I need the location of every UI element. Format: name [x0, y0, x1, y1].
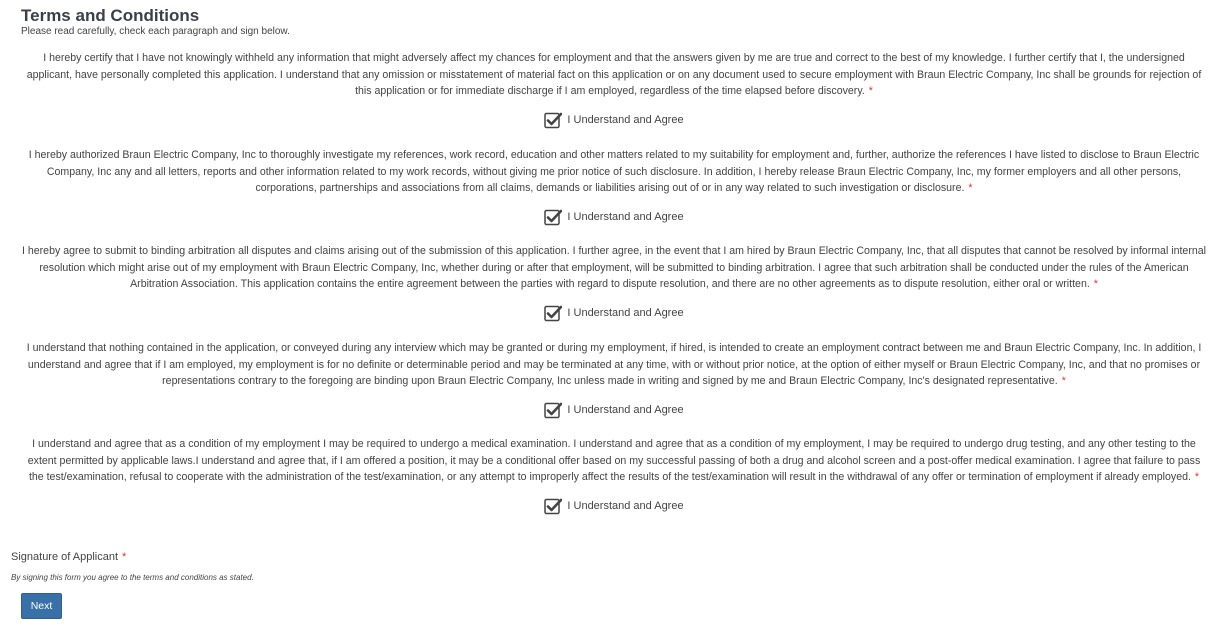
agree-row — [20, 400, 1208, 420]
header — [21, 6, 290, 38]
agree-row — [20, 496, 1208, 516]
next-button[interactable]: Next — [21, 593, 62, 619]
term-text: I hereby agree to submit to binding arbitration all disputes and claims arising out of the submission of this application. I further agree, in the event that I am hired by Braun Electric Company, Inc, that all disputes that cannot be resolved by informal internal resolution which might arise out of my employment with Braun Electric Company, Inc, whether during or after that employment, will be submitted to binding arbitration. I agree that such arbitration shall be conducted under the rules of the American Arbitration Association. This application contains the entire agreement between the parties with regard to dispute resolution, and there are no other agreements as to dispute resolution, either oral or written. — [21, 245, 1206, 291]
term-text: I hereby certify that I have not knowingly withheld any information that might adversely affect my chances for employment and that the answers given by me are true and correct to the best of my knowledge. I further certify that I, the undersigned applicant, have personally completed this application. I understand that any omission or misstatement of material fact on this application or on any document used to secure employment with Braun Electric Company, Inc shall be grounds for rejection of this application or for immediate discharge if I am employed, regardless of the time elapsed before discovery. — [26, 52, 1202, 98]
term-paragraph-5 — [20, 436, 1208, 516]
agree-row — [20, 110, 1208, 130]
checked-checkbox-icon[interactable] — [544, 401, 562, 419]
term-paragraph-1 — [20, 50, 1208, 130]
agree-label[interactable]: I Understand and Agree — [567, 499, 684, 512]
term-text: I hereby authorized Braun Electric Company, Inc to thoroughly investigate my references, work record, education and other matters related to my suitability for employment and, further, authorize the references I have listed to disclose to Braun Electric Company, Inc any and all letters, reports and other information related to my work records, without giving me prior notice of such disclosure. In addition, I hereby release Braun Electric Company, Inc, my former employers and all other persons, corporations, partnerships and associations from all claims, demands or liabilities arising out of or in any way related to such investigation or disclosure. — [28, 149, 1200, 195]
agree-row — [20, 303, 1208, 323]
checked-checkbox-icon[interactable] — [544, 497, 562, 515]
checked-checkbox-icon[interactable] — [544, 111, 562, 129]
checked-checkbox-icon[interactable] — [544, 304, 562, 322]
term-paragraph-4 — [20, 340, 1208, 420]
required-marker: * — [1061, 375, 1066, 388]
agree-label[interactable]: I Understand and Agree — [567, 306, 684, 319]
agree-label[interactable]: I Understand and Agree — [567, 210, 684, 223]
agree-label[interactable]: I Understand and Agree — [567, 113, 684, 126]
signature-note: By signing this form you agree to the terms and conditions as stated. — [11, 573, 254, 582]
agree-row — [20, 207, 1208, 227]
page-subtitle: Please read carefully, check each paragraph and sign below. — [21, 26, 290, 37]
signature-section — [11, 550, 254, 582]
required-marker: * — [1093, 278, 1098, 291]
signature-label: Signature of Applicant — [11, 551, 119, 563]
required-marker: * — [968, 182, 973, 195]
required-marker: * — [122, 551, 127, 563]
term-paragraph-3 — [20, 243, 1208, 323]
page-title: Terms and Conditions — [21, 6, 200, 25]
required-marker: * — [1194, 471, 1200, 484]
term-text: I understand and agree that as a condition of my employment I may be required to undergo a medical examination. I understand and agree that as a condition of my employment, I may be required to undergo drug testing, and any other testing to the extent permitted by applicable laws.I understand and agree that, if I am offered a position, it may be a conditional offer based on my successful passing of both a drug and alcohol screen and a post-offer medical examination. I agree that failure to pass the test/examination, refusal to cooperate with the administration of the test/examination, or any attempt to improperly affect the results of the test/examination will result in the withdrawal of any offer or termination of employment if already employed. — [27, 438, 1201, 484]
agree-label[interactable]: I Understand and Agree — [567, 403, 684, 416]
required-marker: * — [868, 85, 873, 98]
checked-checkbox-icon[interactable] — [544, 208, 562, 226]
term-text: I understand that nothing contained in the application, or conveyed during any interview which may be granted or during my employment, if hired, is intended to create an employment contract between me and Braun Electric Company, Inc. In addition, I understand and agree that if I am employed, my employment is for no definite or determinable period and may be terminated at any time, with or without prior notice, at the option of either myself or Braun Electric Company, Inc, and that no promises or representations contrary to the foregoing are binding upon Braun Electric Company, Inc unless made in writing and signed by me and Braun Electric Company, Inc's designated representative. — [26, 342, 1202, 388]
term-paragraph-2 — [20, 147, 1208, 227]
